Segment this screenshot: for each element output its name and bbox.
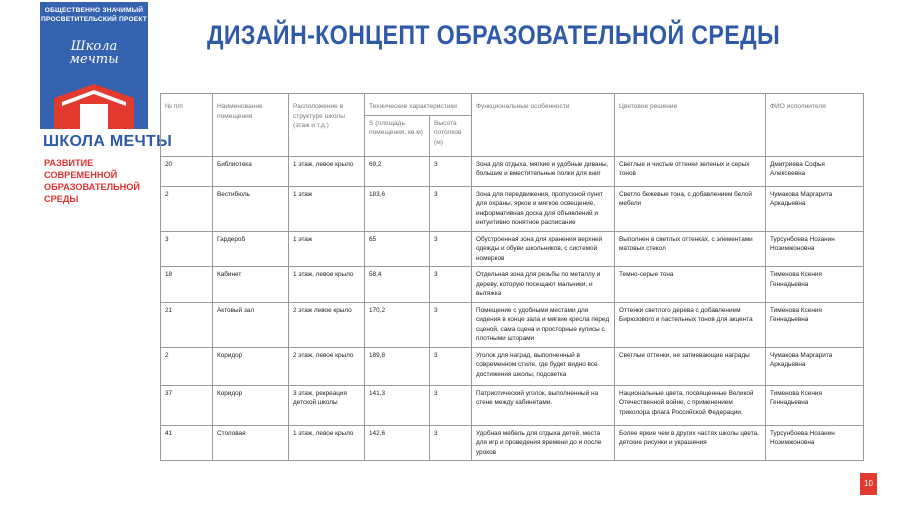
logo-caption: ОБЩЕСТВЕННО ЗНАЧИМЫЙ ПРОСВЕТИТЕЛЬСКИЙ ПРОЕКТ [41,7,147,23]
school-building-icon [40,80,148,129]
cell-func: Зона для отдыха, мягкие и удобные диваны, большие и вместительные полки для книг [472,156,615,186]
cell-location: 1 этаж, левое крыло [289,267,365,303]
cell-func: Уголок для наград, выполненный в современном стиле, где будет видно все достижения школы, подсветка [472,347,615,385]
cell-color: Светло бежевые тона, с добавлением белой мебели [615,186,766,231]
table-row [161,385,864,425]
cell-area: 183,6 [365,186,430,231]
header-area: S (площадь помещения, кв.м) [365,115,430,156]
header-func: Функциональные особенности [472,94,615,157]
cell-height: 3 [430,302,472,347]
cell-author: Дмитриева Софья Алексеевна [766,156,864,186]
page-number: 10 [860,473,877,495]
cell-height: 3 [430,347,472,385]
cell-func: Помещение с удобными местами для сидения в конце зала и мягкие кресла перед сценой, сама сцена и просторные кулисы с плотными шторами [472,302,615,347]
table-header-row [161,94,864,116]
cell-author: Чумакова Маргарита Аркадьевна [766,186,864,231]
cell-location: 2 этаж, левое крыло [289,347,365,385]
cell-color: Оттенки светлого дерева с добавлением Бирюзового и пастельных тонов для акцента [615,302,766,347]
cell-color: Национальные цвета, посвященные Великой Отечественной войне, с применением триколора флага Российской Федерации. [615,385,766,425]
cell-area: 65 [365,231,430,267]
table-row [161,156,864,186]
cell-func: Отдельная зона для резьбы по металлу и дереву, которую посещают мальчики, и вытяжка [472,267,615,303]
design-concept-table [160,93,864,461]
cell-height: 3 [430,231,472,267]
cell-num: 37 [161,385,213,425]
cell-height: 3 [430,425,472,461]
cell-color: Темно-серые тона [615,267,766,303]
cell-color: Светлые оттенки, не затмевающие награды [615,347,766,385]
table-row [161,267,864,303]
project-logo [40,2,148,129]
cell-num: 41 [161,425,213,461]
table-row [161,425,864,461]
cell-name: Актовый зал [213,302,289,347]
cell-height: 3 [430,385,472,425]
header-height: Высота потолков (м) [430,115,472,156]
cell-name: Столовая [213,425,289,461]
cell-area: 69,2 [365,156,430,186]
logo-script-text: Школа мечты [69,39,119,67]
cell-location: 3 этаж, рекреация детской школы [289,385,365,425]
cell-name: Кабинет [213,267,289,303]
cell-author: Чумакова Маргарита Аркадьевна [766,347,864,385]
cell-location: 2 этаж левое крыло [289,302,365,347]
header-location: Расположение в структуре школы (этаж и т.д.) [289,94,365,157]
header-name: Наименование помещения [213,94,289,157]
cell-height: 3 [430,267,472,303]
cell-func: Патриотический уголок, выполненный на стене между кабинетами. [472,385,615,425]
cell-num: 2 [161,347,213,385]
cell-area: 58,4 [365,267,430,303]
cell-location: 1 этаж, левое крыло [289,425,365,461]
table-row [161,231,864,267]
cell-author: Тименова Ксения Геннадьевна [766,302,864,347]
cell-name: Коридор [213,385,289,425]
cell-author: Тименова Ксения Геннадьевна [766,267,864,303]
cell-num: 20 [161,156,213,186]
cell-author: Турсунбоева Нозанин Нозимжоновна [766,425,864,461]
cell-num: 2 [161,186,213,231]
cell-num: 21 [161,302,213,347]
header-color: Цветовое решение [615,94,766,157]
cell-color: Выполнен в светлых оттенках, с элементами матовых стекол [615,231,766,267]
cell-height: 3 [430,156,472,186]
table-row [161,302,864,347]
header-tech: Технические характеристики [365,94,472,116]
brand-name: ШКОЛА МЕЧТЫ [43,133,173,150]
header-author: ФИО исполнителя [766,94,864,157]
header-num: № п/п [161,94,213,157]
cell-area: 141,3 [365,385,430,425]
cell-name: Вестибюль [213,186,289,231]
page-title: ДИЗАЙН-КОНЦЕПТ ОБРАЗОВАТЕЛЬНОЙ СРЕДЫ [207,20,781,50]
cell-location: 1 этаж [289,186,365,231]
cell-color: Более яркие чем в других частях школы цвета, детские рисунки и украшения [615,425,766,461]
cell-location: 1 этаж [289,231,365,267]
cell-num: 18 [161,267,213,303]
cell-color: Светлые и чистые оттенки зеленых и серых тонов [615,156,766,186]
cell-func: Удобная мебель для отдыха детей, места для игр и проведения времени до и после уроков [472,425,615,461]
cell-func: Зона для передвижения, пропускной пункт для охраны, яркое и мягкое освещение, информативная доска для объявлений и интуитивно понятное расписание [472,186,615,231]
cell-func: Обустроенная зона для хранения верхней одежды и обуви школьников, с системой номерков [472,231,615,267]
cell-location: 1 этаж, левое крыло [289,156,365,186]
cell-area: 142,6 [365,425,430,461]
cell-name: Коридор [213,347,289,385]
cell-area: 170,2 [365,302,430,347]
cell-name: Гардероб [213,231,289,267]
cell-area: 189,8 [365,347,430,385]
table-row [161,347,864,385]
cell-num: 3 [161,231,213,267]
cell-name: Библиотека [213,156,289,186]
table-row [161,186,864,231]
cell-author: Тименова Ксения Геннадьевна [766,385,864,425]
brand-subtitle: РАЗВИТИЕ СОВРЕМЕННОЙ ОБРАЗОВАТЕЛЬНОЙ СРЕДЫ [44,158,141,204]
cell-author: Турсунбоева Нозанин Нозимжоновна [766,231,864,267]
cell-height: 3 [430,186,472,231]
